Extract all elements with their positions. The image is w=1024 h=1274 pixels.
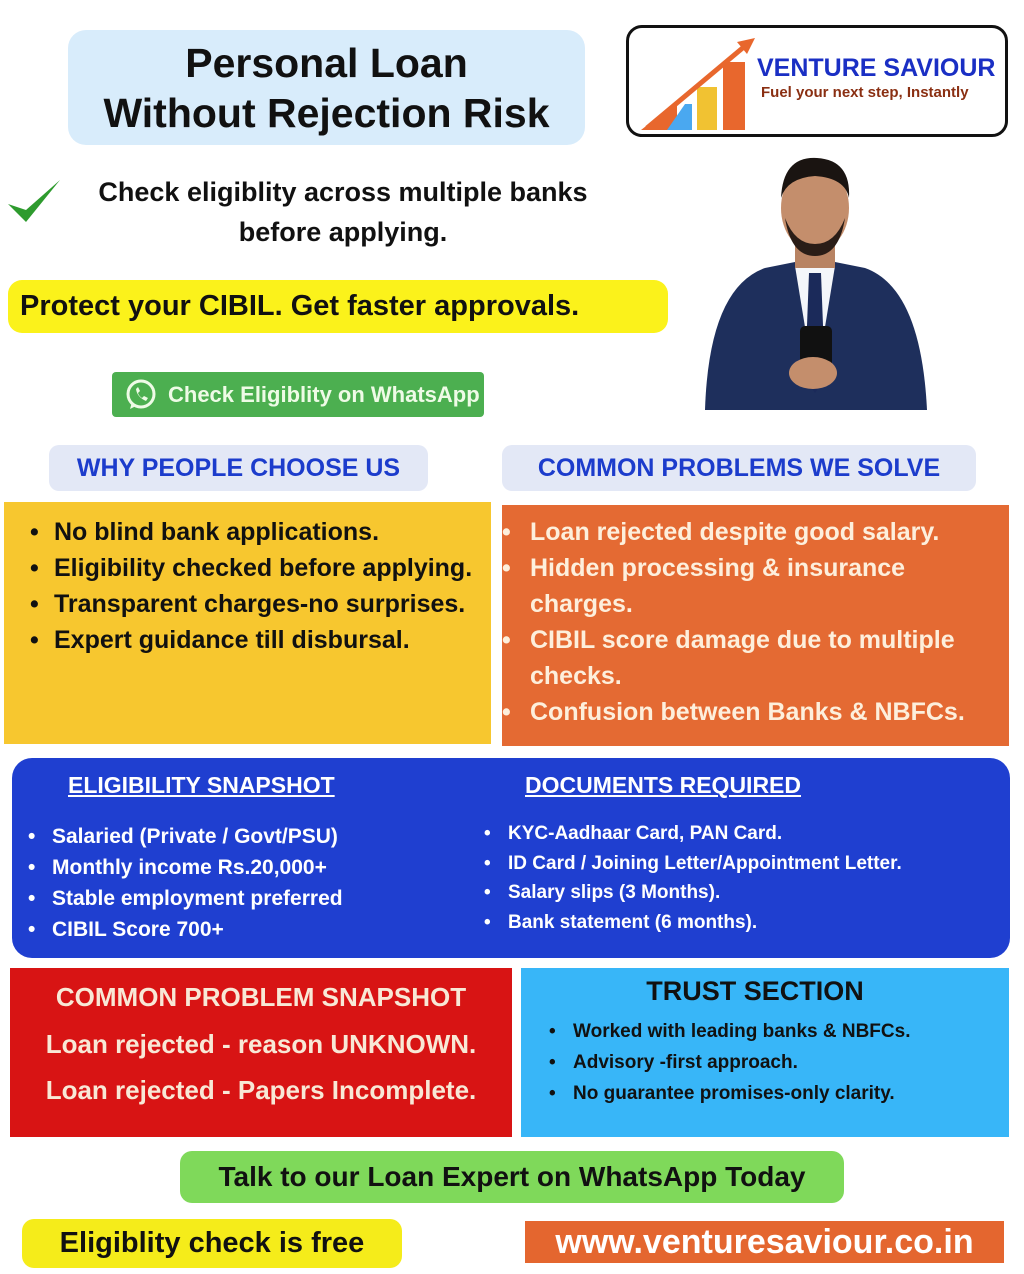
list-item: • CIBIL Score 700+ [24,914,343,945]
list-item: • Eligibility checked before applying. [26,550,483,586]
list-item: • Advisory -first approach. [545,1047,1009,1078]
list-item: • Expert guidance till disbursal. [26,622,483,658]
whatsapp-button-label: Check Eligiblity on WhatsApp [168,382,480,407]
check-line-2: before applying. [238,217,448,247]
whatsapp-icon [124,378,158,412]
list-item: • No guarantee promises-only clarity. [545,1078,1009,1109]
growth-chart-icon [637,32,757,132]
whatsapp-eligibility-button[interactable] [112,372,484,417]
list-item: • ID Card / Joining Letter/Appointment Letter. [480,849,902,879]
list-item: • No blind bank applications. [26,514,483,550]
list-item: • KYC-Aadhaar Card, PAN Card. [480,819,902,849]
problems-list [502,505,1009,746]
list-item: • Confusion between Banks & NBFCs. [502,694,1005,730]
list-item: • Loan rejected despite good salary. [502,514,1005,550]
list-item: • Bank statement (6 months). [480,908,902,938]
list-item: • CIBIL score damage due to multiple checks. [502,622,1005,694]
why-choose-heading: WHY PEOPLE CHOOSE US [49,445,428,491]
trust-section [521,968,1009,1137]
businessman-photo [695,148,935,410]
eligibility-heading: ELIGIBILITY SNAPSHOT [68,772,335,798]
highlight-banner: Protect your CIBIL. Get faster approvals. [8,280,668,333]
problem-snapshot-box [10,968,512,1137]
eligibility-check-text [8,172,628,252]
title-line-2: Without Rejection Risk [103,90,550,136]
eligibility-documents-panel [12,758,1010,958]
whatsapp-cta-banner[interactable]: Talk to our Loan Expert on WhatsApp Today [180,1151,844,1203]
snapshot-line: Loan rejected - Papers Incomplete. [45,1075,477,1105]
page-title [68,30,585,145]
snapshot-line: Loan rejected - reason UNKNOWN. [45,1029,477,1059]
title-line-1: Personal Loan [185,40,468,86]
common-problems-heading: COMMON PROBLEMS WE SOLVE [502,445,976,491]
list-item: • Salary slips (3 Months). [480,878,902,908]
list-item: • Monthly income Rs.20,000+ [24,852,343,883]
why-choose-list [4,502,491,744]
trust-heading: TRUST SECTION [646,976,864,1006]
documents-heading: DOCUMENTS REQUIRED [525,772,802,798]
brand-tagline: Fuel your next step, Instantly [761,84,969,101]
list-item: • Worked with leading banks & NBFCs. [545,1016,1009,1047]
check-line-1: Check eligiblity across multiple banks [98,177,588,207]
list-item: • Salaried (Private / Govt/PSU) [24,821,343,852]
list-item: • Stable employment preferred [24,883,343,914]
snapshot-heading: COMMON PROBLEM SNAPSHOT [55,982,467,1012]
list-item: • Hidden processing & insurance charges. [502,550,1005,622]
free-check-badge: Eligiblity check is free [22,1219,402,1268]
website-link[interactable]: www.venturesaviour.co.in [525,1221,1004,1263]
brand-name: VENTURE SAVIOUR [757,54,996,82]
list-item: • Transparent charges-no surprises. [26,586,483,622]
brand-logo [626,25,1008,137]
